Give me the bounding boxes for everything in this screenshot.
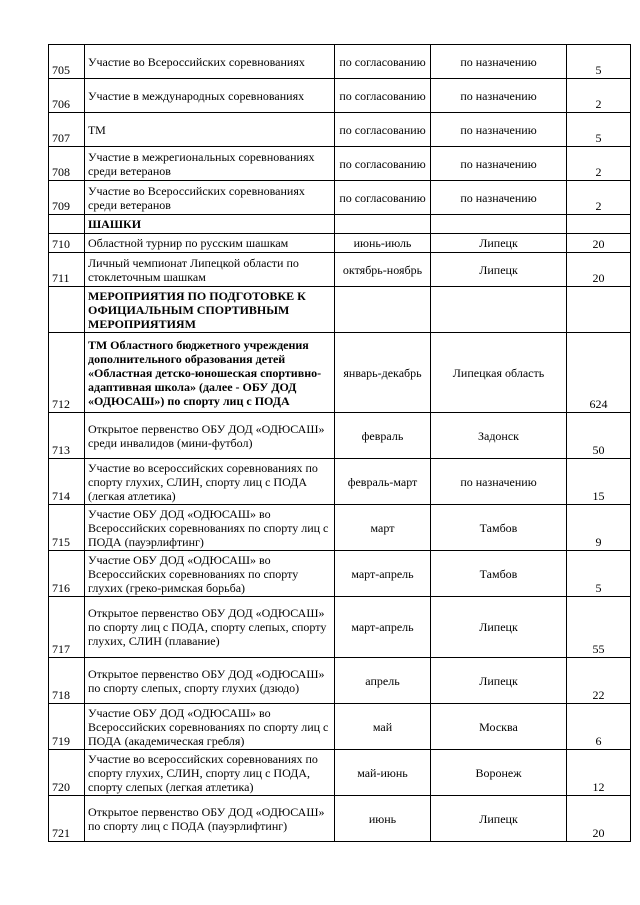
event-name-cell: ТМ Областного бюджетного учреждения дополнительного образования детей «Областная детско-юношеская спортивно-адаптивная школа» (далее - ОБУ ДОД «ОДЮСАШ») по спорту лиц с ПОДА — [85, 333, 335, 413]
participants-count-cell: 12 — [567, 750, 631, 796]
event-place-cell: Москва — [431, 704, 567, 750]
event-place-cell: Задонск — [431, 413, 567, 459]
event-date-cell: март — [335, 505, 431, 551]
section-header-row — [49, 287, 631, 333]
event-place-cell: Тамбов — [431, 505, 567, 551]
participants-count-cell: 20 — [567, 796, 631, 842]
table-row — [49, 459, 631, 505]
event-date-cell: май-июнь — [335, 750, 431, 796]
event-name-cell: Открытое первенство ОБУ ДОД «ОДЮСАШ» среди инвалидов (мини-футбол) — [85, 413, 335, 459]
table-row — [49, 505, 631, 551]
event-date-cell: июнь-июль — [335, 234, 431, 253]
participants-count-cell: 15 — [567, 459, 631, 505]
participants-count-cell: 5 — [567, 113, 631, 147]
event-place-cell: Липецкая область — [431, 333, 567, 413]
participants-count-cell: 9 — [567, 505, 631, 551]
event-name-cell: Участие во всероссийских соревнованиях по спорту глухих, СЛИН, спорту лиц с ПОДА (легкая атлетика) — [85, 459, 335, 505]
event-date-cell: март-апрель — [335, 597, 431, 658]
row-number-cell: 713 — [49, 413, 85, 459]
table-row — [49, 253, 631, 287]
table-row — [49, 597, 631, 658]
event-date-cell: март-апрель — [335, 551, 431, 597]
event-date-cell: по согласованию — [335, 79, 431, 113]
event-place-cell: Липецк — [431, 796, 567, 842]
event-place-cell: Липецк — [431, 597, 567, 658]
event-place-cell: Тамбов — [431, 551, 567, 597]
table-row — [49, 79, 631, 113]
row-number-cell: 706 — [49, 79, 85, 113]
table-row — [49, 658, 631, 704]
table-row — [49, 147, 631, 181]
event-name-cell: Участие ОБУ ДОД «ОДЮСАШ» во Всероссийских соревнованиях по спорту лиц с ПОДА (пауэрлифтинг) — [85, 505, 335, 551]
event-place-cell: Липецк — [431, 234, 567, 253]
participants-count-cell: 20 — [567, 234, 631, 253]
event-place-cell: по назначению — [431, 181, 567, 215]
table-row — [49, 113, 631, 147]
event-place-cell: Воронеж — [431, 750, 567, 796]
section-header-row — [49, 215, 631, 234]
event-name-cell: МЕРОПРИЯТИЯ ПО ПОДГОТОВКЕ К ОФИЦИАЛЬНЫМ СПОРТИВНЫМ МЕРОПРИЯТИЯМ — [85, 287, 335, 333]
row-number-cell: 715 — [49, 505, 85, 551]
participants-count-cell: 5 — [567, 45, 631, 79]
event-place-cell: по назначению — [431, 113, 567, 147]
event-date-cell: октябрь-ноябрь — [335, 253, 431, 287]
event-place-cell: по назначению — [431, 459, 567, 505]
row-number-cell: 719 — [49, 704, 85, 750]
participants-count-cell: 20 — [567, 253, 631, 287]
event-place-cell — [431, 287, 567, 333]
participants-count-cell: 2 — [567, 147, 631, 181]
event-name-cell: Участие в международных соревнованиях — [85, 79, 335, 113]
event-date-cell: по согласованию — [335, 45, 431, 79]
event-date-cell: по согласованию — [335, 181, 431, 215]
row-number-cell: 707 — [49, 113, 85, 147]
table-row — [49, 181, 631, 215]
table-row — [49, 551, 631, 597]
event-name-cell: Областной турнир по русским шашкам — [85, 234, 335, 253]
event-date-cell: по согласованию — [335, 147, 431, 181]
event-date-cell: февраль-март — [335, 459, 431, 505]
event-name-cell: Участие во всероссийских соревнованиях по спорту глухих, СЛИН, спорту лиц с ПОДА, спорту слепых (легкая атлетика) — [85, 750, 335, 796]
event-date-cell — [335, 287, 431, 333]
row-number-cell: 711 — [49, 253, 85, 287]
event-date-cell — [335, 215, 431, 234]
event-date-cell: апрель — [335, 658, 431, 704]
row-number-cell: 710 — [49, 234, 85, 253]
event-name-cell: Участие ОБУ ДОД «ОДЮСАШ» во Всероссийских соревнованиях по спорту лиц с ПОДА (академическая гребля) — [85, 704, 335, 750]
participants-count-cell: 624 — [567, 333, 631, 413]
event-date-cell: февраль — [335, 413, 431, 459]
event-name-cell: Участие во Всероссийских соревнованиях среди ветеранов — [85, 181, 335, 215]
event-name-cell: Участие в межрегиональных соревнованиях среди ветеранов — [85, 147, 335, 181]
participants-count-cell: 6 — [567, 704, 631, 750]
row-number-cell: 712 — [49, 333, 85, 413]
row-number-cell: 708 — [49, 147, 85, 181]
row-number-cell: 709 — [49, 181, 85, 215]
row-number-cell: 717 — [49, 597, 85, 658]
event-place-cell: по назначению — [431, 147, 567, 181]
table-row — [49, 413, 631, 459]
event-name-cell: ТМ — [85, 113, 335, 147]
event-name-cell: Личный чемпионат Липецкой области по стоклеточным шашкам — [85, 253, 335, 287]
table-row — [49, 704, 631, 750]
event-place-cell: Липецк — [431, 658, 567, 704]
participants-count-cell — [567, 287, 631, 333]
event-name-cell: Открытое первенство ОБУ ДОД «ОДЮСАШ» по спорту лиц с ПОДА (пауэрлифтинг) — [85, 796, 335, 842]
table-row — [49, 750, 631, 796]
event-name-cell: Открытое первенство ОБУ ДОД «ОДЮСАШ» по спорту лиц с ПОДА, спорту слепых, спорту глухих, СЛИН (плавание) — [85, 597, 335, 658]
event-place-cell: по назначению — [431, 79, 567, 113]
events-table — [48, 44, 631, 842]
participants-count-cell: 22 — [567, 658, 631, 704]
participants-count-cell: 50 — [567, 413, 631, 459]
event-date-cell: по согласованию — [335, 113, 431, 147]
event-place-cell — [431, 215, 567, 234]
event-place-cell: Липецк — [431, 253, 567, 287]
table-row — [49, 796, 631, 842]
event-name-cell: Открытое первенство ОБУ ДОД «ОДЮСАШ» по спорту слепых, спорту глухих (дзюдо) — [85, 658, 335, 704]
event-date-cell: июнь — [335, 796, 431, 842]
event-date-cell: май — [335, 704, 431, 750]
participants-count-cell: 2 — [567, 181, 631, 215]
participants-count-cell — [567, 215, 631, 234]
row-number-cell: 705 — [49, 45, 85, 79]
event-date-cell: январь-декабрь — [335, 333, 431, 413]
row-number-cell: 714 — [49, 459, 85, 505]
event-name-cell: Участие во Всероссийских соревнованиях — [85, 45, 335, 79]
participants-count-cell: 5 — [567, 551, 631, 597]
table-row — [49, 234, 631, 253]
participants-count-cell: 2 — [567, 79, 631, 113]
row-number-cell: 720 — [49, 750, 85, 796]
participants-count-cell: 55 — [567, 597, 631, 658]
row-number-cell: 721 — [49, 796, 85, 842]
row-number-cell — [49, 215, 85, 234]
event-name-cell: ШАШКИ — [85, 215, 335, 234]
table-row — [49, 45, 631, 79]
event-name-cell: Участие ОБУ ДОД «ОДЮСАШ» во Всероссийских соревнованиях по спорту глухих (греко-римская борьба) — [85, 551, 335, 597]
row-number-cell — [49, 287, 85, 333]
row-number-cell: 716 — [49, 551, 85, 597]
event-place-cell: по назначению — [431, 45, 567, 79]
table-row — [49, 333, 631, 413]
row-number-cell: 718 — [49, 658, 85, 704]
